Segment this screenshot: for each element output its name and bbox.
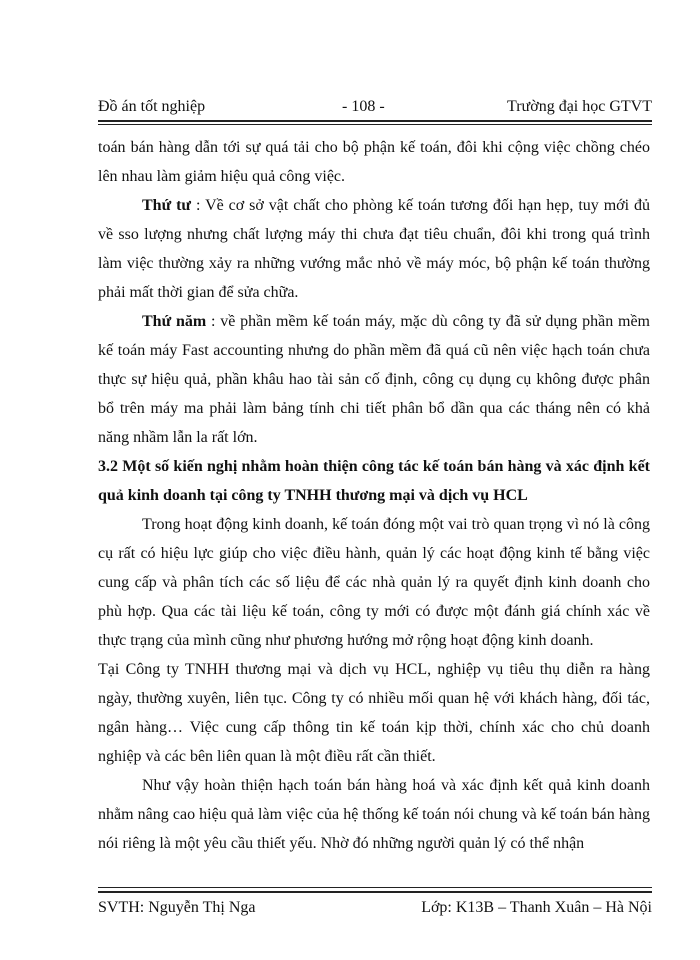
- paragraph-continuation: toán bán hàng dẫn tới sự quá tải cho bộ phận kế toán, đôi khi cộng việc chồng chéo lên nhau làm giảm hiệu quả công việc.: [98, 139, 650, 185]
- paragraph-fifth: [98, 307, 650, 452]
- header-page-number: - 108 -: [342, 98, 385, 115]
- page-body: [98, 133, 650, 858]
- label-fourth: Thứ tư: [142, 197, 192, 214]
- header-rule: [98, 120, 652, 122]
- footer-student: SVTH: Nguyễn Thị Nga: [98, 899, 256, 916]
- paragraph-fourth: [98, 191, 650, 307]
- paragraph-hcl-company: Tại Công ty TNHH thương mại và dịch vụ HCL, nghiệp vụ tiêu thụ diễn ra hàng ngày, thường xuyên, liên tục. Công ty có nhiều mối quan hệ với khách hàng, đối tác, ngân hàng… Việc cung cấp thông tin kế toán kịp thời, chính xác cho chủ doanh nghiệp và các bên liên quan là một điều rất cần thiết.: [98, 661, 650, 765]
- header-thesis-title: Đồ án tốt nghiệp: [98, 98, 206, 115]
- page-footer: [98, 897, 652, 919]
- paragraph-conclusion: Như vậy hoàn thiện hạch toán bán hàng hoá và xác định kết quả kinh doanh nhằm nâng cao hiệu quả làm việc của hệ thống kế toán nói chung và kế toán bán hàng nói riêng là một yêu cầu thiết yếu. Nhờ đó những người quản lý có thể nhận: [98, 777, 650, 852]
- section-heading-3-2: 3.2 Một số kiến nghị nhằm hoàn thiện công tác kế toán bán hàng và xác định kết quả kinh doanh tại công ty TNHH thương mại và dịch vụ HCL: [98, 458, 650, 504]
- footer-rule: [98, 891, 652, 893]
- page-header: [98, 96, 652, 118]
- footer-class: Lớp: K13B – Thanh Xuân – Hà Nội: [421, 899, 652, 916]
- header-rule-thin: [98, 124, 652, 125]
- footer-rule-thin: [98, 887, 652, 888]
- header-university: Trường đại học GTVT: [507, 98, 652, 115]
- label-fifth: Thứ năm: [142, 313, 207, 330]
- text-fourth: : Về cơ sở vật chất cho phòng kế toán tương đối hạn hẹp, tuy mới đủ về sso lượng nhưng chất lượng máy thi chưa đạt tiêu chuẩn, đôi khi trong quá trình làm việc thường xảy ra những vướng mắc nhỏ về máy móc, bộ phận kế toán thường phải mất thời gian để sửa chữa.: [98, 197, 651, 301]
- paragraph-role-of-accounting: Trong hoạt động kinh doanh, kế toán đóng một vai trò quan trọng vì nó là công cụ rất có hiệu lực giúp cho việc điều hành, quản lý các hoạt động kinh tế bằng việc cung cấp và phân tích các số liệu để các nhà quản lý ra quyết định kinh doanh cho phù hợp. Qua các tài liệu kế toán, công ty mới có được một đánh giá chính xác về thực trạng của mình cũng như phương hướng mở rộng hoạt động kinh doanh.: [98, 516, 650, 649]
- text-fifth: : về phần mềm kế toán máy, mặc dù công ty đã sử dụng phần mềm kế toán máy Fast accounting nhưng do phần mềm đã quá cũ nên việc hạch toán chưa thực sự hiệu quả, phần khâu hao tài sản cố định, công cụ dụng cụ không được phân bổ trên máy ma phải làm bảng tính chi tiết phân bổ dần qua các tháng nên có khả năng nhầm lẫn la rất lớn.: [98, 313, 650, 446]
